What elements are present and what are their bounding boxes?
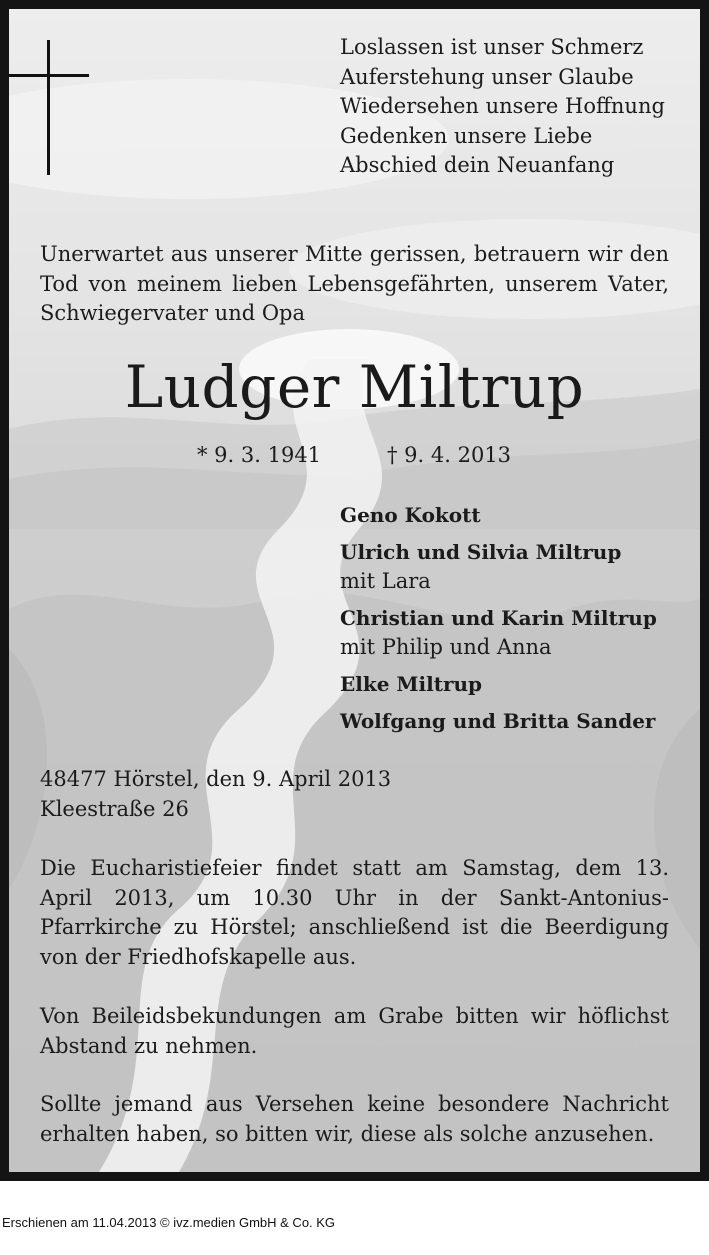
condolence-note: Von Beileidsbekundungen am Grabe bitten wir höflichst Abstand zu nehmen.	[40, 1004, 669, 1058]
family-name: Ulrich und Silvia Miltrup	[340, 540, 622, 564]
family-name: Christian und Karin Miltrup	[340, 606, 657, 630]
address: Kleestraße 26	[40, 797, 189, 821]
family-name: Geno Kokott	[340, 503, 481, 527]
motto-line: Abschied dein Neuanfang	[340, 153, 615, 177]
family-list	[340, 501, 657, 736]
motto-verse	[340, 33, 665, 181]
family-sub: mit Philip und Anna	[340, 635, 552, 659]
publication-footer: Erschienen am 11.04.2013 © ivz.medien GmbH & Co. KG	[2, 1215, 336, 1230]
deceased-name: Ludger Miltrup	[124, 353, 585, 421]
death-date: † 9. 4. 2013	[387, 443, 512, 467]
place-date: 48477 Hörstel, den 9. April 2013	[40, 767, 392, 791]
motto-line: Loslassen ist unser Schmerz	[340, 35, 644, 59]
family-sub: mit Lara	[340, 569, 431, 593]
birth-date: * 9. 3. 1941	[197, 443, 322, 467]
family-name: Elke Miltrup	[340, 672, 483, 696]
motto-line: Gedenken unsere Liebe	[340, 123, 593, 148]
service-info: Die Eucharistiefeier findet statt am Samstag, dem 13. April 2013, um 10.30 Uhr in der Sankt-Antonius-Pfarrkirche zu Hörstel; anschließend ist die Beerdigung von der Friedhofskapelle aus.	[40, 856, 669, 969]
family-name: Wolfgang und Britta Sander	[340, 709, 656, 733]
notice-text: Sollte jemand aus Versehen keine besondere Nachricht erhalten haben, so bitten wir, diese als solche anzusehen.	[40, 1092, 669, 1146]
motto-line: Wiedersehen unsere Hoffnung	[340, 94, 665, 118]
motto-line: Auferstehung unser Glaube	[340, 64, 634, 89]
intro-text: Unerwartet aus unserer Mitte gerissen, betrauern wir den Tod von meinem lieben Lebensgefährten, unserem Vater, Schwiegervater und Opa	[40, 242, 669, 325]
